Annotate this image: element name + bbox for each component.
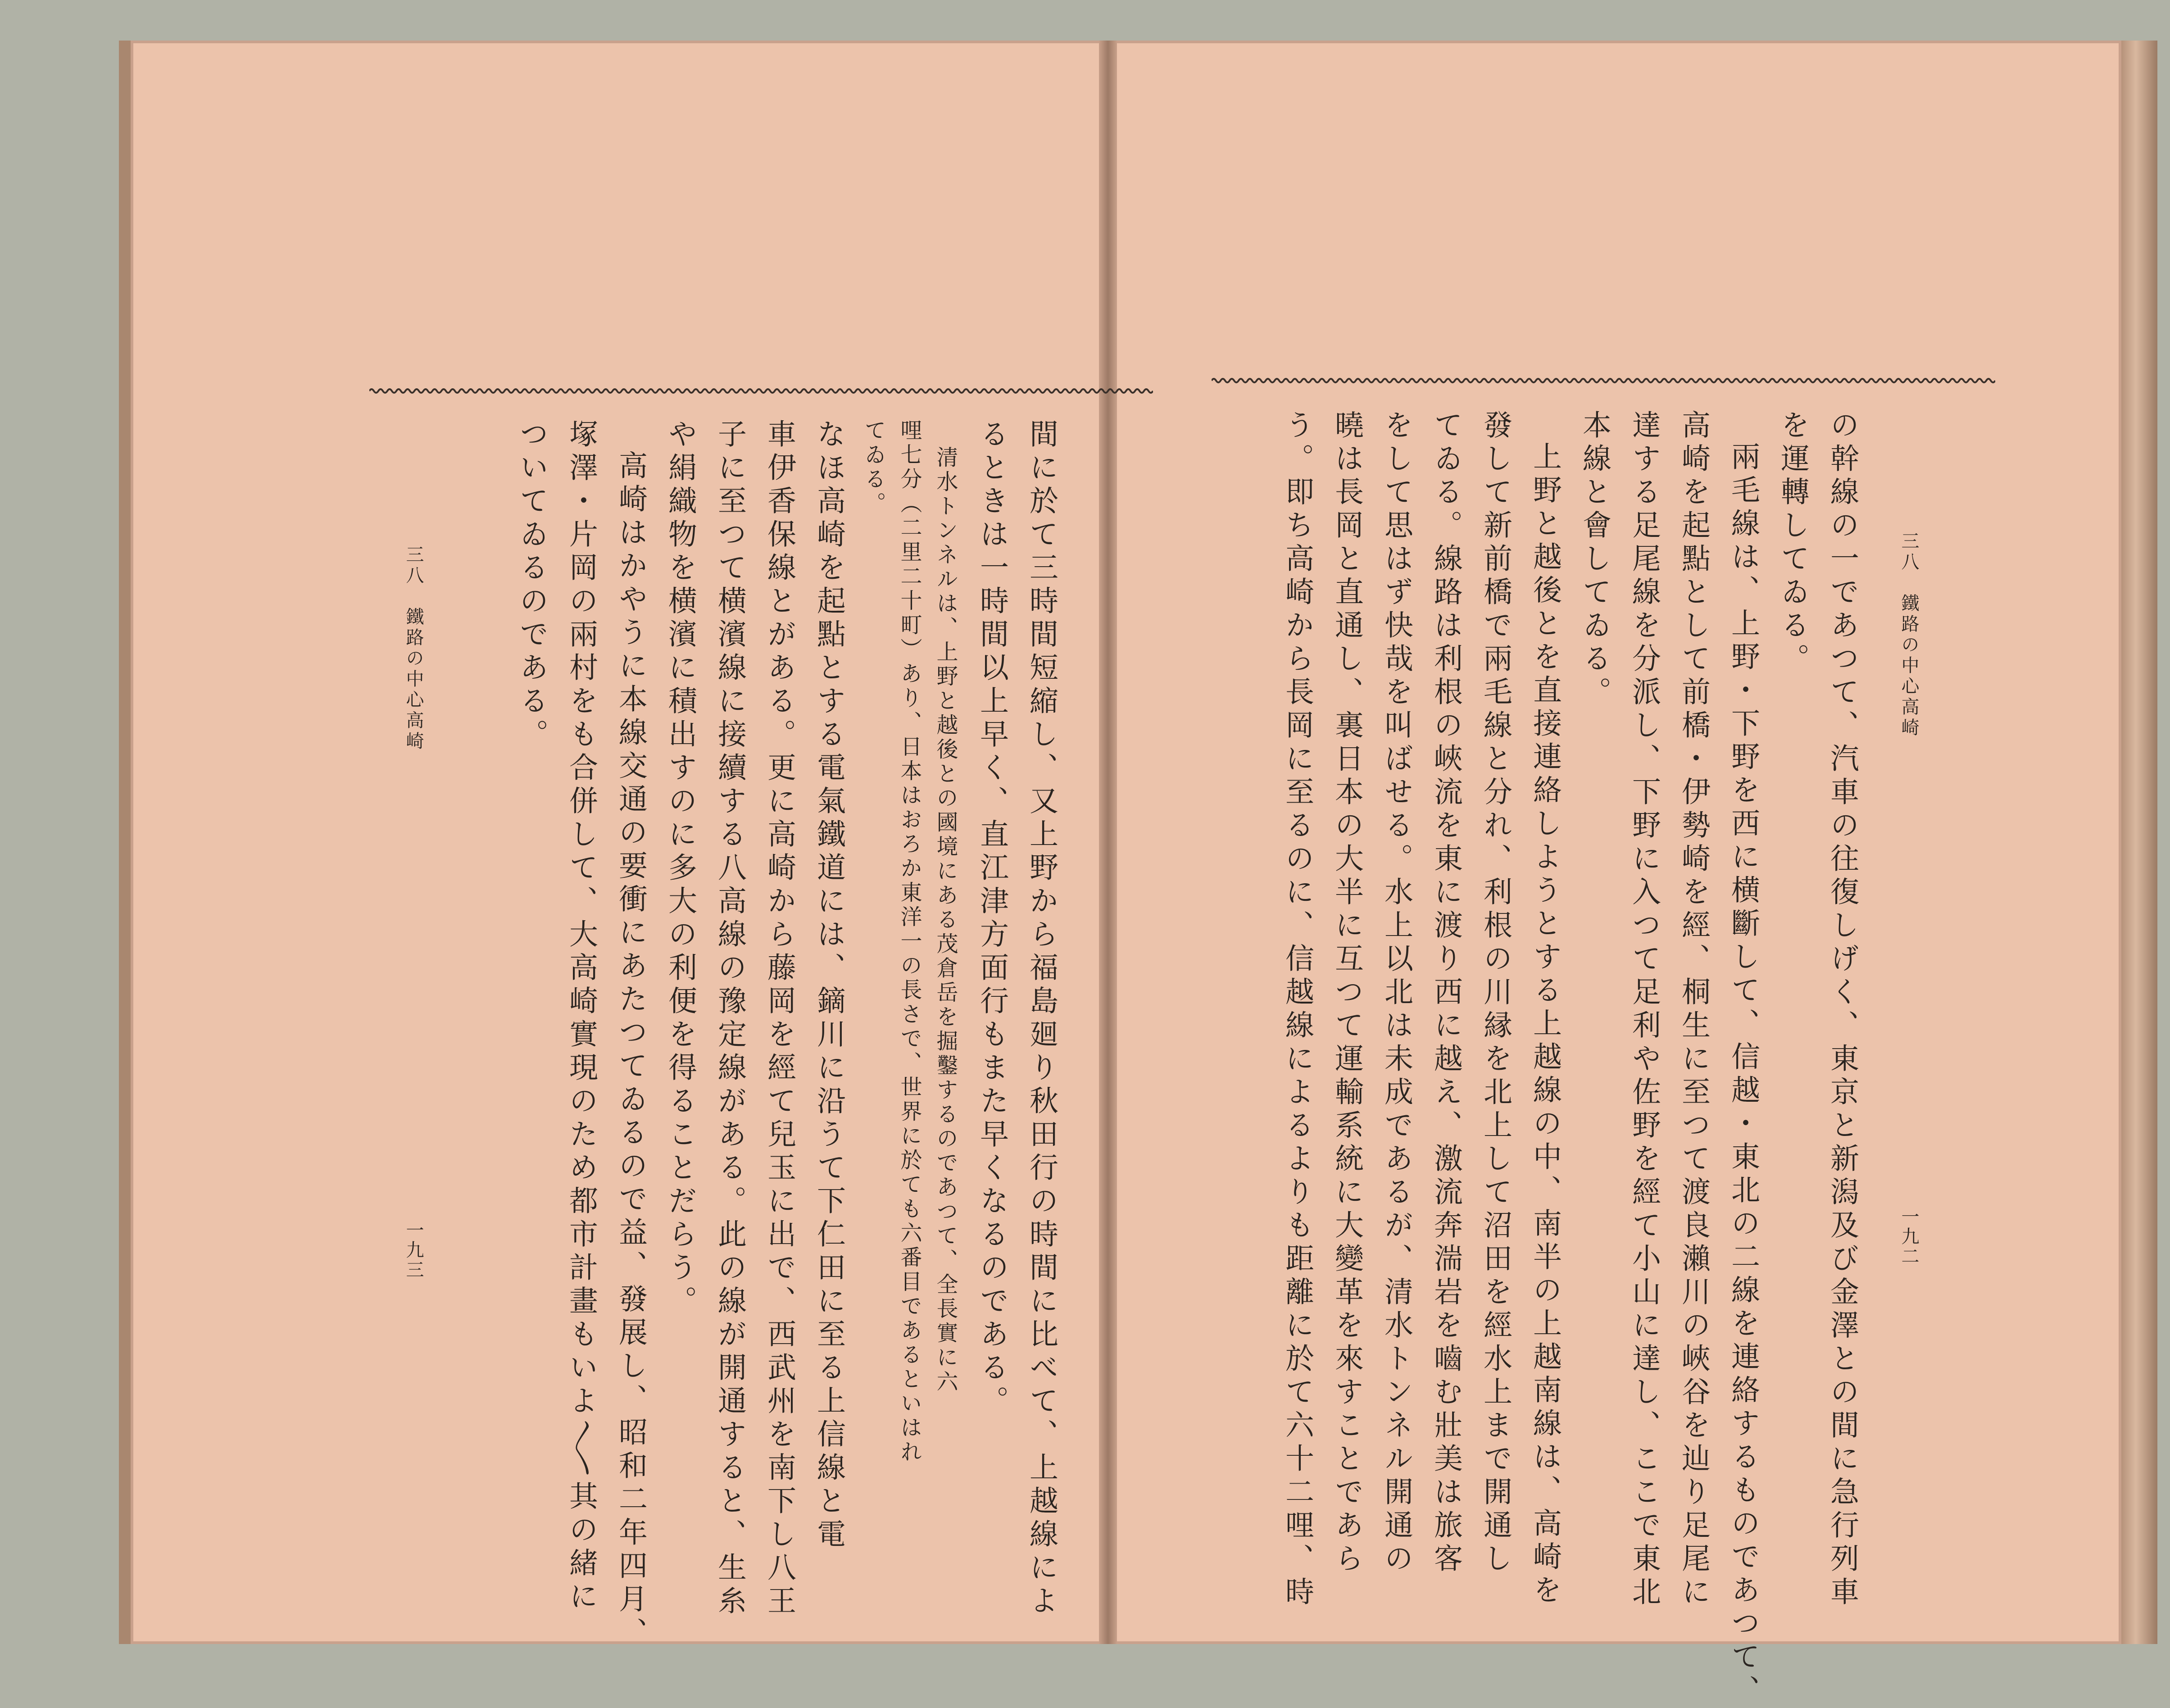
page-number-right: 一九二 <box>1898 1207 1919 1267</box>
note-column: 清水トンネルは、上野と越後との國境にある茂倉岳を掘鑿するのであつて、全長實に六 <box>933 446 958 1395</box>
book-spread <box>131 41 2121 1708</box>
text-column: てゐる。線路は利根の峽流を東に渡り西に越え、激流奔湍岩を嚙む壯美は旅客 <box>1429 410 1462 1576</box>
text-column: をして思はず快哉を叫ばせる。水上以北は未成であるが、清水トンネル開通の <box>1380 410 1413 1576</box>
text-column: 塚澤・片岡の兩村をも合併して、大高崎實現のため都市計畫もいよ〳〵其の緒に <box>564 419 598 1614</box>
text-column: 本線と會してゐる。 <box>1578 410 1611 710</box>
right-page <box>1108 41 2121 1644</box>
left-page-edge <box>119 41 131 1644</box>
text-column: 兩毛線は、上野・下野を西に横斷して、信越・東北の二線を連絡するものであつて、 <box>1726 441 1760 1708</box>
page-number-left: 一九三 <box>403 1221 424 1280</box>
text-column: るときは一時間以上早く、直江津方面行もまた早くなるのである。 <box>975 419 1008 1419</box>
note-column: てゐる。 <box>861 419 886 516</box>
text-column: を運轉してゐる。 <box>1776 410 1809 677</box>
text-column: 高崎はかやうに本線交通の要衝にあたつてゐるので益、發展し、昭和二年四月、 <box>614 450 647 1650</box>
text-column: 達する足尾線を分派し、下野に入つて足利や佐野を經て小山に達し、ここで東北 <box>1627 410 1661 1610</box>
text-column: 曉は長岡と直通し、裏日本の大半に互つて運輸系統に大變革を來すことであら <box>1330 410 1363 1576</box>
running-header-left: 三八 鐵路の中心高崎 <box>403 545 424 752</box>
text-column: や絹織物を横濱に積出すのに多大の利便を得ることだらう。 <box>663 419 697 1319</box>
text-column: 車伊香保線とがある。更に高崎から藤岡を經て兒玉に出で、西武州を南下し八王 <box>763 419 796 1619</box>
text-column: 上野と越後とを直接連絡しようとする上越線の中、南半の上越南線は、高崎を <box>1528 441 1562 1608</box>
right-wavy-rule <box>1212 376 1995 385</box>
running-header-right: 三八 鐵路の中心高崎 <box>1898 531 1919 739</box>
text-column: う。即ち高崎から長岡に至るのに、信越線によるよりも距離に於て六十二哩、時 <box>1280 410 1314 1610</box>
text-column: の幹線の一であつて、汽車の往復しげく、東京と新潟及び金澤との間に急行列車 <box>1825 410 1859 1610</box>
text-column: 子に至つて横濱線に接續する八高線の豫定線がある。此の線が開通すると、生糸 <box>713 419 746 1619</box>
book-gutter <box>1099 41 1117 1644</box>
text-column: 高崎を起點として前橋・伊勢崎を經、桐生に至つて渡良瀨川の峽谷を辿り足尾に <box>1677 410 1710 1610</box>
text-column: 間に於て三時間短縮し、又上野から福島廻り秋田行の時間に比べて、上越線によ <box>1025 419 1058 1619</box>
left-wavy-rule <box>369 386 1153 395</box>
text-column: 發して新前橋で兩毛線と分れ、利根の川縁を北上して沼田を經水上まで開通し <box>1479 410 1512 1576</box>
text-column: ついてゐるのである。 <box>515 419 548 752</box>
right-page-edge <box>2121 41 2157 1644</box>
note-column: 哩七分（二里二十町）あり、日本はおろか東洋一の長さで、世界に於ても六番目であるといはれ <box>897 419 922 1465</box>
text-column: なほ高崎を起點とする電氣鐵道には、鏑川に沿うて下仁田に至る上信線と電 <box>812 419 845 1552</box>
